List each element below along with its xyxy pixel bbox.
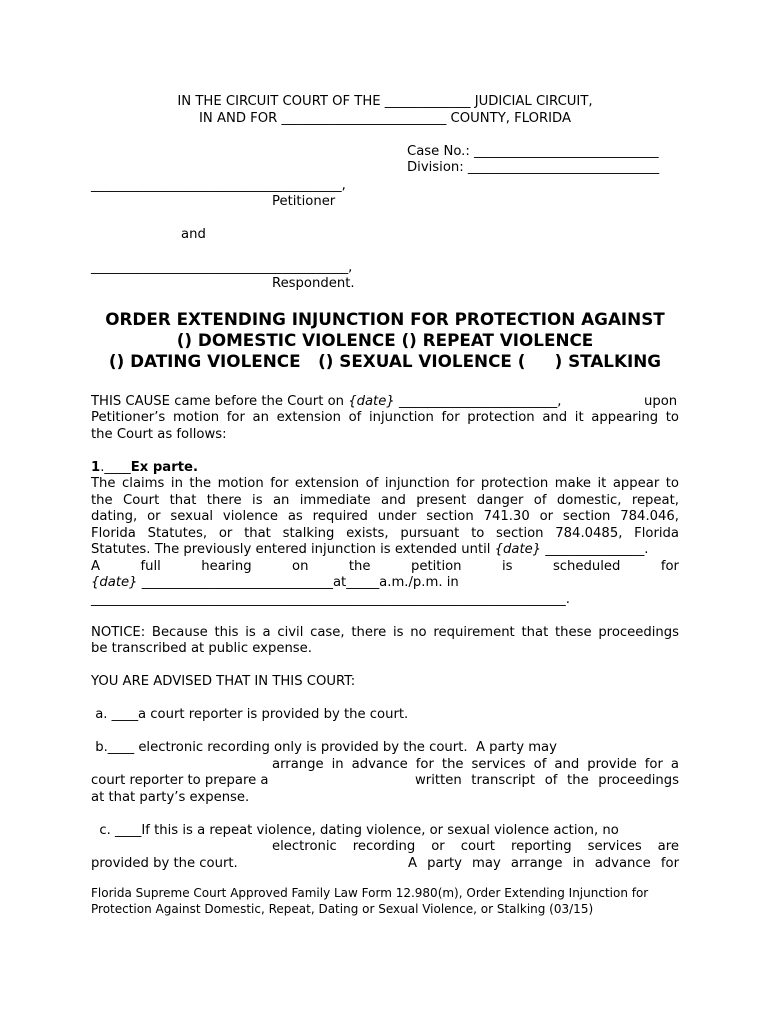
notice-line1: NOTICE: Because this is a civil case, there is no requirement that these proceedings	[91, 625, 679, 640]
option-b-line2: arrange in advance for the services of and provide for a	[272, 757, 679, 772]
intro-upon: upon	[644, 394, 678, 409]
hearing-scheduled-line: A full hearing on the petition is scheduled for	[91, 559, 679, 574]
intro-line1: THIS CAUSE came before the Court on {date} ________________________,	[91, 394, 562, 409]
hearing-location-line: ________________________________________________________________________.	[91, 592, 570, 607]
form-footer	[91, 885, 681, 917]
option-c-line2: electronic recording or court reporting services are	[272, 839, 679, 854]
option-b-line1: b.____ electronic recording only is provided by the court. A party may	[91, 740, 557, 755]
order-title-line2: () DOMESTIC VIOLENCE () REPEAT VIOLENCE	[176, 330, 594, 350]
hearing-date-line: {date} _____________________________at_____a.m./p.m. in	[91, 575, 459, 590]
and-label: and	[181, 227, 206, 242]
option-b-line3b: written transcript of the proceedings	[415, 773, 679, 788]
order-title-line3: () DATING VIOLENCE () SEXUAL VIOLENCE ( ) STALKING	[108, 351, 662, 371]
option-b-line3a: court reporter to prepare a	[91, 773, 269, 788]
section1-line1: The claims in the motion for extension of injunction for protection make it appear to	[91, 476, 679, 491]
footer-line1: Florida Supreme Court Approved Family Law Form 12.980(m), Order Extending Injunction for	[91, 886, 649, 900]
court-caption-line2: IN AND FOR _________________________ COUNTY, FLORIDA	[199, 111, 571, 126]
intro-line3: the Court as follows:	[91, 427, 227, 442]
section1-extended-line: Statutes. The previously entered injunction is extended until {date} _______________.	[91, 542, 649, 557]
petitioner-name-line: ______________________________________,	[91, 178, 346, 193]
section1-line2: the Court that there is an immediate and present danger of domestic, repeat,	[91, 493, 679, 508]
intro-line2: Petitioner’s motion for an extension of injunction for protection and it appearing to	[91, 410, 679, 425]
option-c-line1: c. ____If this is a repeat violence, dating violence, or sexual violence action, no	[91, 823, 619, 838]
notice-line2: be transcribed at public expense.	[91, 641, 312, 656]
court-caption-line1: IN THE CIRCUIT COURT OF THE _____________ JUDICIAL CIRCUIT,	[177, 94, 593, 109]
section1-line3: dating, or sexual violence as required under section 741.30 or section 784.046,	[91, 509, 679, 524]
option-c-line3a: provided by the court.	[91, 856, 238, 871]
footer-line2: Protection Against Domestic, Repeat, Dating or Sexual Violence, or Stalking (03/15)	[91, 902, 594, 916]
section1-heading: 1.____Ex parte.	[91, 460, 198, 475]
division-field: Division: _____________________________	[407, 160, 660, 175]
section1-line4: Florida Statutes, or that stalking exists, pursuant to section 784.0485, Florida	[91, 526, 679, 541]
option-c-line3b: A party may arrange in advance for	[408, 856, 679, 871]
order-title-line1: ORDER EXTENDING INJUNCTION FOR PROTECTION AGAINST	[105, 309, 665, 329]
advised-heading: YOU ARE ADVISED THAT IN THIS COURT:	[91, 674, 356, 689]
respondent-name-line: _______________________________________,	[91, 260, 353, 275]
case-number-field: Case No.: ____________________________	[407, 144, 659, 159]
petitioner-label: Petitioner	[272, 194, 336, 209]
option-a: a. ____a court reporter is provided by the court.	[91, 707, 409, 722]
option-b-line4: at that party’s expense.	[91, 790, 250, 805]
respondent-label: Respondent.	[272, 276, 355, 291]
